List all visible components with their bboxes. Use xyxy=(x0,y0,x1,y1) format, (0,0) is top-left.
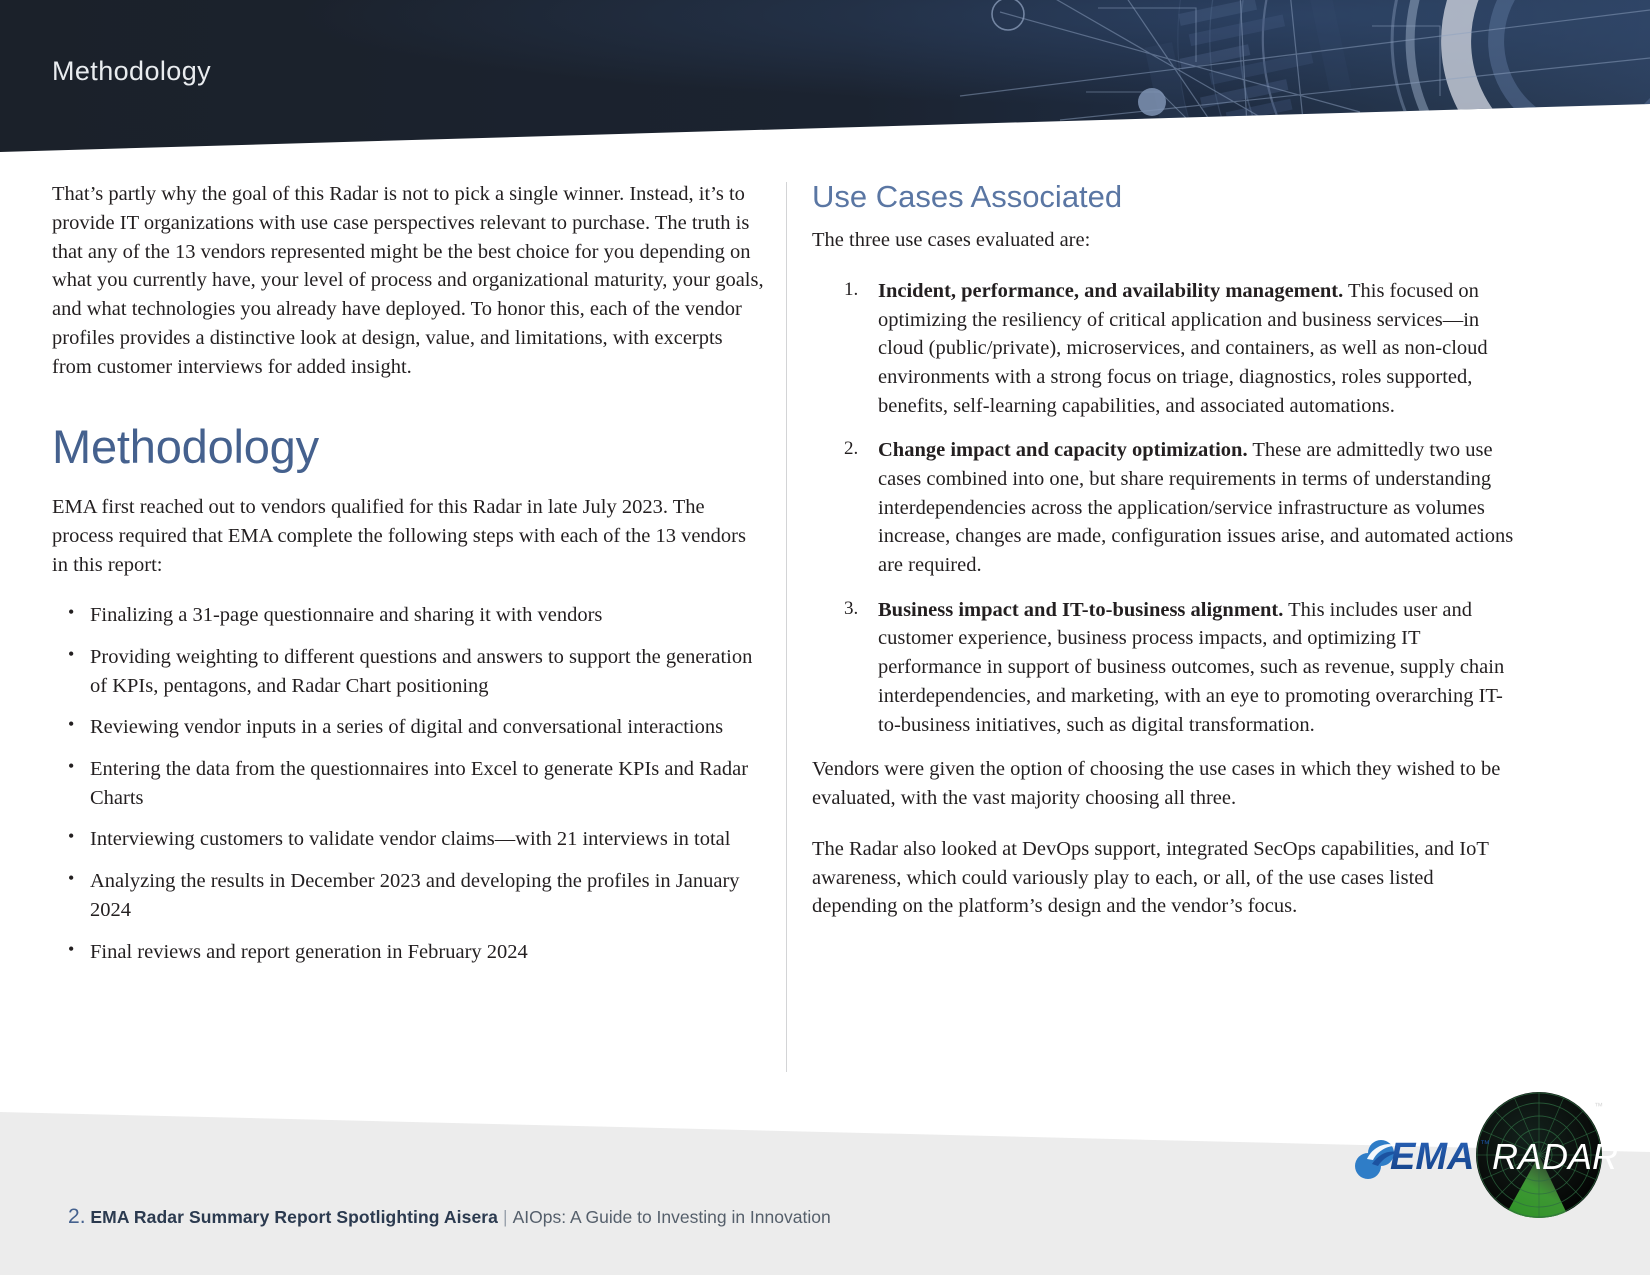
radar-trademark: ™ xyxy=(1594,1101,1603,1111)
list-item xyxy=(812,596,1522,739)
radar-wordmark: RADAR xyxy=(1492,1136,1619,1177)
ema-radar-logo xyxy=(1354,1085,1624,1225)
right-column xyxy=(812,180,1522,921)
use-cases-heading: Use Cases Associated xyxy=(812,179,1123,214)
list-item-number: 1. xyxy=(844,278,859,300)
list-item-number: 2. xyxy=(844,438,859,460)
left-column xyxy=(52,180,767,979)
header-graphic xyxy=(0,0,1650,152)
header-title: Methodology xyxy=(52,56,212,86)
use-cases-list xyxy=(812,277,1522,739)
list-item xyxy=(812,277,1522,420)
list-item: • Interviewing customers to validate vendor claims—with 21 interviews in total xyxy=(52,825,767,854)
page-content xyxy=(0,152,1650,1072)
page-number-suffix: . xyxy=(79,1205,86,1228)
ema-wordmark: EMA xyxy=(1390,1136,1475,1178)
list-item: • Reviewing vendor inputs in a series of digital and conversational interactions xyxy=(52,713,767,742)
list-item: • Analyzing the results in December 2023 and developing the profiles in January 2024 xyxy=(52,867,767,924)
list-item-title: Business impact and IT-to-business alignment. xyxy=(878,598,1284,621)
footer-caption xyxy=(68,1206,831,1227)
list-item: • Finalizing a 31-page questionnaire and sharing it with vendors xyxy=(52,601,767,630)
ema-radar-logo-graphic xyxy=(1354,1085,1624,1225)
list-item: • Entering the data from the questionnaires into Excel to generate KPIs and Radar Charts xyxy=(52,755,767,812)
footer-report-title: EMA Radar Summary Report Spotlighting Aisera xyxy=(90,1207,499,1227)
list-item: • Final reviews and report generation in February 2024 xyxy=(52,938,767,967)
use-cases-lead-paragraph: The three use cases evaluated are: xyxy=(812,229,1091,252)
list-item-number: 3. xyxy=(844,597,859,619)
list-item-body: These are admittedly two use cases combined into one, but share requirements in terms of understanding interdependencies across the application/service infrastructure as volumes increase, changes are made, configuration issues arise, and automated actions are required. xyxy=(878,439,1514,577)
list-item: • Providing weighting to different questions and answers to support the generation of KPIs, pentagons, and Radar Chart positioning xyxy=(52,643,767,700)
closing-paragraph-1: Vendors were given the option of choosing the use cases in which they wished to be evaluated, with the vast majority choosing all three. xyxy=(812,758,1501,809)
footer-report-subtitle: AIOps: A Guide to Investing in Innovation xyxy=(512,1207,831,1227)
list-item xyxy=(812,436,1522,579)
list-item-title: Incident, performance, and availability management. xyxy=(878,279,1344,302)
ema-trademark: ™ xyxy=(1480,1139,1490,1150)
list-item-body: This focused on optimizing the resiliency of critical application and business services—in cloud (public/private), microservices, and containers, as well as non-cloud environments with a strong focus on triage, diagnostics, roles supported, benefits, self-learning capabilities, and associated automations. xyxy=(878,279,1488,417)
list-item-body: This includes user and customer experience, business process impacts, and optimizing IT performance in support of business outcomes, such as revenue, supply chain interdependencies, and marketing, with an eye to promoting overarching IT-to-business initiatives, such as digital transformation. xyxy=(878,598,1505,736)
list-item-title: Change impact and capacity optimization. xyxy=(878,439,1248,462)
methodology-lead-paragraph: EMA first reached out to vendors qualified for this Radar in late July 2023. The process required that EMA complete the following steps with each of the 13 vendors in this report: xyxy=(52,495,746,576)
methodology-steps-list xyxy=(52,601,767,966)
column-divider xyxy=(786,182,787,1072)
footer-separator: | xyxy=(503,1207,508,1227)
intro-paragraph: That’s partly why the goal of this Radar is not to pick a single winner. Instead, it’s to provide IT organizations with use case perspectives relevant to purchase. The truth is that any of the 13 vendors represented might be the best choice for you depending on what you currently have, your level of process and organizational maturity, your goals, and what technologies you already have deployed. To honor this, each of the vendor profiles provides a distinctive look at design, value, and limitations, with excerpts from customer interviews for added insight. xyxy=(52,183,764,378)
page-number: 2 xyxy=(68,1205,80,1228)
methodology-heading: Methodology xyxy=(52,419,319,473)
closing-paragraph-2: The Radar also looked at DevOps support, integrated SecOps capabilities, and IoT awareness, which could variously play to each, or all, of the use cases listed depending on the platform’s design and the vendor’s focus. xyxy=(812,837,1489,918)
page-header xyxy=(0,0,1650,152)
